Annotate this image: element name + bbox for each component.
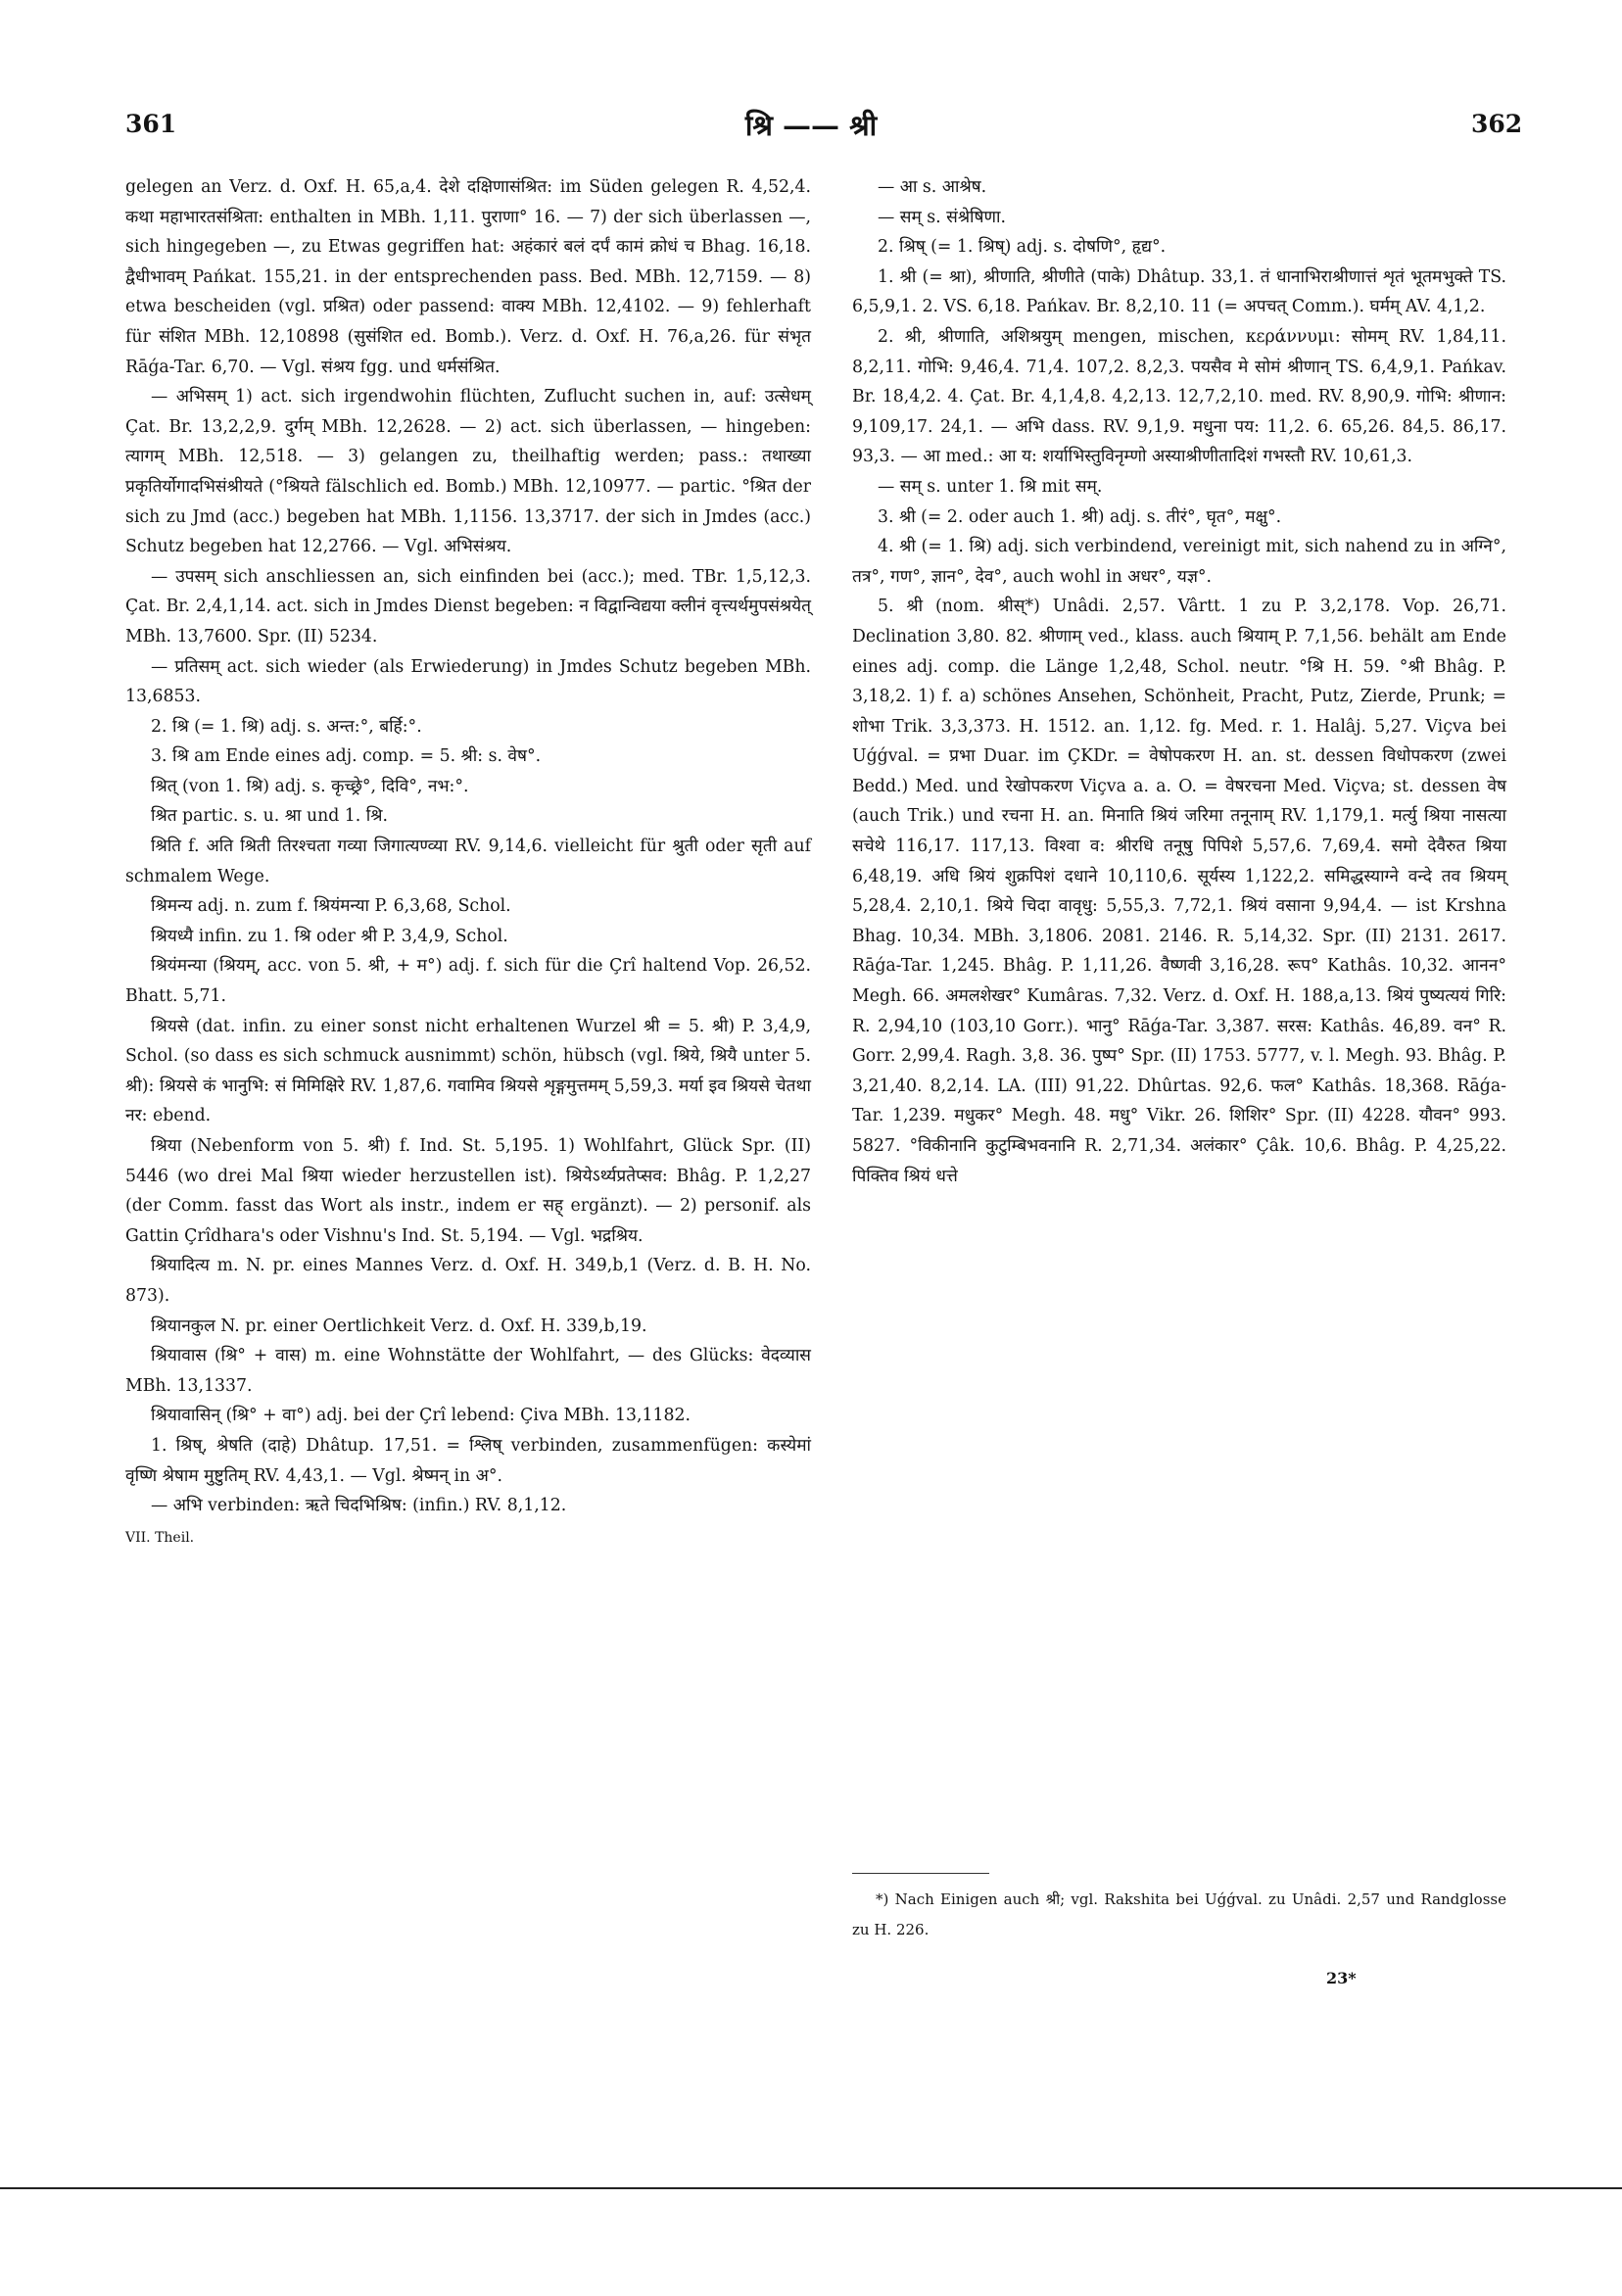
dictionary-entry: श्रियावासिन् (श्रि° + वा°) adj. bei der Çrî lebend: Çiva MBh. 13,1182. xyxy=(151,1406,691,1426)
page-header xyxy=(0,0,1622,157)
dictionary-entry: — प्रतिसम् act. sich wieder (als Erwiederung) in Jmdes Schutz begeben MBh. 13,6853. xyxy=(125,656,811,707)
dictionary-entry: 2. श्रिष् (= 1. श्रिष्) adj. s. दोषणि°, हृद्य°. xyxy=(878,237,1167,258)
dictionary-entry: श्रियावास (श्रि° + वास) m. eine Wohnstätte der Wohlfahrt, — des Glücks: वेदव्यास MBh. 13,1337. xyxy=(125,1346,811,1396)
dictionary-entry: — उपसम् sich anschliessen an, sich einfinden bei (acc.); med. TBr. 1,5,12,3. Çat. Br. 2,4,1,14. act. sich in Jmdes Dienst begeben: न विद्वान्विद्यया क्लीनं वृत्त्यर्थमुपसंश्रयेत् MBh. 13,7600. Spr. (II) 5234. xyxy=(125,566,811,646)
dictionary-entry: 4. श्री (= 1. श्रि) adj. sich verbindend, vereinigt mit, sich nahend zu in अग्नि°, तत्र°, गण°, ज्ञान°, देव°, auch wohl in अधर°, यज्ञ°. xyxy=(852,537,1506,587)
dictionary-entry: श्रियानकुल N. pr. einer Oertlichkeit Verz. d. Oxf. H. 339,b,19. xyxy=(151,1315,647,1336)
dictionary-entry: — सम् s. संश्रेषिणा. xyxy=(878,207,1006,227)
dictionary-entry: 1. श्रिष्, श्रेषति (दाहे) Dhâtup. 17,51. = श्लिष् verbinden, zusammenfügen: कस्येमां वृष्णि श्रेषाम मुष्टुतिम् RV. 4,43,1. — Vgl. श्रेष्मन् in अ°. xyxy=(125,1435,811,1486)
dictionary-entry: 5. श्री (nom. श्रीस्*) Unâdi. 2,57. Vârtt. 1 zu P. 3,2,178. Vop. 26,71. Declination 3,80. 82. श्रीणाम् ved., klass. auch श्रियाम् P. 7,1,56. behält am Ende eines adj. comp. die Länge 1,2,48, Schol. neutr. °श्रि H. 59. °श्री Bhâg. P. 3,18,2. 1) f. a) schönes Ansehen, Schönheit, Pracht, Putz, Zierde, Prunk; = शोभा Trik. 3,3,373. H. 1512. an. 1,12. fg. Med. r. 1. Halâj. 5,27. Viçva bei Uǵǵval. = प्रभा Duar. im ÇKDr. = वेषोपकरण H. an. st. dessen विधोपकरण (zwei Bedd.) Med. und रेखोपकरण Viçva a. a. O. = वेषरचना Med. Viçva; st. dessen वेष (auch Trik.) und रचना H. an. मिनाति श्रियं जरिमा तनूनाम् RV. 1,179,1. मर्त्यु श्रिया नासत्या सचेथे 116,17. 117,13. विश्वा व: श्रीरधि तनूषु पिपिशे 5,57,6. 7,69,4. समो देवैरुत श्रिया 6,48,19. अधि श्रियं शुक्रपिशं दधाने 10,110,6. सूर्यस्य 1,122,2. समिद्धस्याग्ने वन्दे तव श्रियम् 5,28,4. 2,10,1. श्रिये चिदा वावृधु: 5,55,3. 7,72,1. श्रियं वसाना 9,94,4. — ist Krshna Bhag. 10,34. MBh. 3,1806. 2081. 2146. R. 5,14,32. Spr. (II) 2131. 2617. Rāǵa-Tar. 1,245. Bhâg. P. 1,11,26. वैष्णवी 3,16,28. रूप° Kathâs. 10,32. आनन° Megh. 66. अमलशेखर° Kumâras. 7,32. Verz. d. Oxf. H. 188,a,13. श्रियं पुष्यत्ययं गिरि: R. 2,94,10 (103,10 Gorr.). भानु° Rāǵa-Tar. 3,387. सरस: Kathâs. 46,89. वन° R. Gorr. 2,99,4. Ragh. 3,8. 36. पुष्प° Spr. (II) 1753. 5777, v. l. Megh. 93. Bhâg. P. 3,21,40. 8,2,14. LA. (III) 91,22. Dhûrtas. 92,6. फल° Kathâs. 18,368. Rāǵa-Tar. 1,239. मधुकर° Megh. 48. मधु° Vikr. 26. शिशिर° Spr. (II) 4228. यौवन° 993. 5827. °विकीनानि कुटुम्बिभवनानि R. 2,71,34. अलंकार° Çâk. 10,6. Bhâg. P. 4,25,22. पिक्तिव श्रियं धत्ते xyxy=(852,597,1506,1186)
footnote: *) Nach Einigen auch श्री; vgl. Rakshita bei Uǵǵval. zu Unâdi. 2,57 und Randglosse zu H. 226. xyxy=(852,1890,1506,1938)
dictionary-entry: श्रियसे (dat. infin. zu einer sonst nicht erhaltenen Wurzel श्री = 5. श्री) P. 3,4,9, Schol. (so dass es sich schmuck ausnimmt) schön, hübsch (vgl. श्रिये, श्रियै unter 5. श्री): श्रियसे कं भानुभि: सं मिमिक्षिरे RV. 1,87,6. गवामिव श्रियसे शृङ्गमुत्तमम् 5,59,3. मर्या इव श्रियसे चेतथा नर: ebend. xyxy=(125,1016,811,1126)
dictionary-entry: श्रित् (von 1. श्रि) adj. s. कृच्छ्रे°, दिवि°, नभ:°. xyxy=(151,776,469,796)
right-column xyxy=(852,172,1506,1191)
dictionary-entry: 2. श्रि (= 1. श्रि) adj. s. अन्त:°, बर्हि:°. xyxy=(151,716,422,737)
signature-mark: VII. Theil. xyxy=(125,1529,195,1546)
dictionary-entry: gelegen an Verz. d. Oxf. H. 65,a,4. देशे दक्षिणासंश्रित: im Süden gelegen R. 4,52,4. कथा महाभारतसंश्रिता: enthalten in MBh. 1,11. पुराणा° 16. — 7) der sich überlassen —, sich hingegeben —, zu Etwas gegriffen hat: अहंकारं बलं दर्पं कामं क्रोधं च Bhag. 16,18. द्वैधीभावम् Pańkat. 155,21. in der entsprechenden pass. Bed. MBh. 12,7159. — 8) etwa bescheiden (vgl. प्रश्रित) oder passend: वाक्य MBh. 12,4102. — 9) fehlerhaft für संशित MBh. 12,10898 (सुसंशित ed. Bomb.). Verz. d. Oxf. H. 76,a,26. für संभृत Rāǵa-Tar. 6,70. — Vgl. संश्रय fgg. und धर्मसंश्रित. xyxy=(125,177,811,377)
dictionary-entry: 1. श्री (= श्रा), श्रीणाति, श्रीणीते (पाके) Dhâtup. 33,1. तं धानाभिराश्रीणात्तं शृतं भूतमभुक्ते TS. 6,5,9,1. 2. VS. 6,18. Pańkav. Br. 8,2,10. 11 (= अपचत् Comm.). घर्मम् AV. 4,1,2. xyxy=(852,266,1506,317)
dictionary-entry: श्रिया (Nebenform von 5. श्री) f. Ind. St. 5,195. 1) Wohlfahrt, Glück Spr. (II) 5446 (wo drei Mal श्रिया wieder herzustellen ist). श्रियेऽर्थ्यप्रतेप्सव: Bhâg. P. 1,2,27 (der Comm. fasst das Wort als instr., indem er सह् ergänzt). — 2) personif. als Gattin Çrîdhara's oder Vishnu's Ind. St. 5,194. — Vgl. भद्रश्रिय. xyxy=(125,1136,811,1246)
page-bottom-rule xyxy=(0,2187,1622,2189)
dictionary-entry: श्रियध्यै infin. zu 1. श्रि oder श्री P. 3,4,9, Schol. xyxy=(151,926,508,946)
dictionary-entry: 3. श्री (= 2. oder auch 1. श्री) adj. s. तीरं°, घृत°, मक्षु°. xyxy=(878,506,1282,527)
dictionary-entry: — अभिसम् 1) act. sich irgendwohin flüchten, Zuflucht suchen in, auf: उत्सेधम् Çat. Br. 13,2,2,9. दुर्गम् MBh. 12,2628. — 2) act. sich überlassen, — hingeben: त्यागम् MBh. 12,518. — 3) gelangen zu, theilhaftig werden; pass.: तथाख्या प्रकृतिर्योगादभिसंश्रीयते (°श्रियते fälschlich ed. Bomb.) MBh. 12,10977. — partic. °श्रित der sich zu Jmd (acc.) begeben hat MBh. 1,1156. 13,3717. der sich in Jmdes (acc.) Schutz begeben hat 12,2766. — Vgl. अभिसंश्रय. xyxy=(125,387,811,557)
dictionary-entry: — सम् s. unter 1. श्रि mit सम्. xyxy=(878,476,1103,497)
dictionary-entry: श्रिमन्य adj. n. zum f. श्रियंमन्या P. 6,3,68, Schol. xyxy=(151,896,511,917)
dictionary-entry: — आ s. आश्रेष. xyxy=(878,177,987,197)
page-number-left: 361 xyxy=(125,110,177,138)
dictionary-entry: — अभि verbinden: ऋते चिदभिश्रिष: (infin.) RV. 8,1,12. xyxy=(151,1496,567,1516)
dictionary-entry: श्रित partic. s. u. श्रा und 1. श्रि. xyxy=(151,806,388,827)
running-headword: श्रि —— श्री xyxy=(744,109,878,142)
dictionary-entry: श्रिति f. अति श्रिती तिरश्चता गव्या जिगात्यण्व्या RV. 9,14,6. vielleicht für श्रुती oder सृती auf schmalem Wege. xyxy=(125,837,811,886)
dictionary-entry: 2. श्री, श्रीणाति, अशिश्रयुम् mengen, mischen, κεράννυμι: सोमम् RV. 1,84,11. 8,2,11. गोभि: 9,46,4. 71,4. 107,2. 8,2,3. पयसैव मे सोमं श्रीणान् TS. 6,4,9,1. Pańkav. Br. 18,4,2. 4. Çat. Br. 4,1,4,8. 4,2,13. 12,7,2,10. med. RV. 8,90,9. गोभि: श्रीणान: 9,109,17. 24,1. — अभि dass. RV. 9,1,9. मधुना पय: 11,2. 6. 65,26. 84,5. 86,17. 93,3. — आ med.: आ य: शर्याभिस्तुविनृम्णो अस्याश्रीणीतादिशं गभस्तौ RV. 10,61,3. xyxy=(852,326,1506,467)
dictionary-entry: श्रियंमन्या (श्रियम्, acc. von 5. श्री, + म°) adj. f. sich für die Çrî haltend Vop. 26,52. Bhatt. 5,71. xyxy=(125,956,811,1007)
left-column xyxy=(125,172,811,1553)
dictionary-entry: श्रियादित्य m. N. pr. eines Mannes Verz. d. Oxf. H. 349,b,1 (Verz. d. B. H. No. 873). xyxy=(125,1256,811,1306)
dictionary-entry: 3. श्रि am Ende eines adj. comp. = 5. श्री: s. वेष°. xyxy=(151,746,542,767)
sheet-number: 23* xyxy=(1326,1969,1357,1987)
page-number-right: 362 xyxy=(1471,110,1523,138)
footnote-divider xyxy=(852,1873,989,1874)
